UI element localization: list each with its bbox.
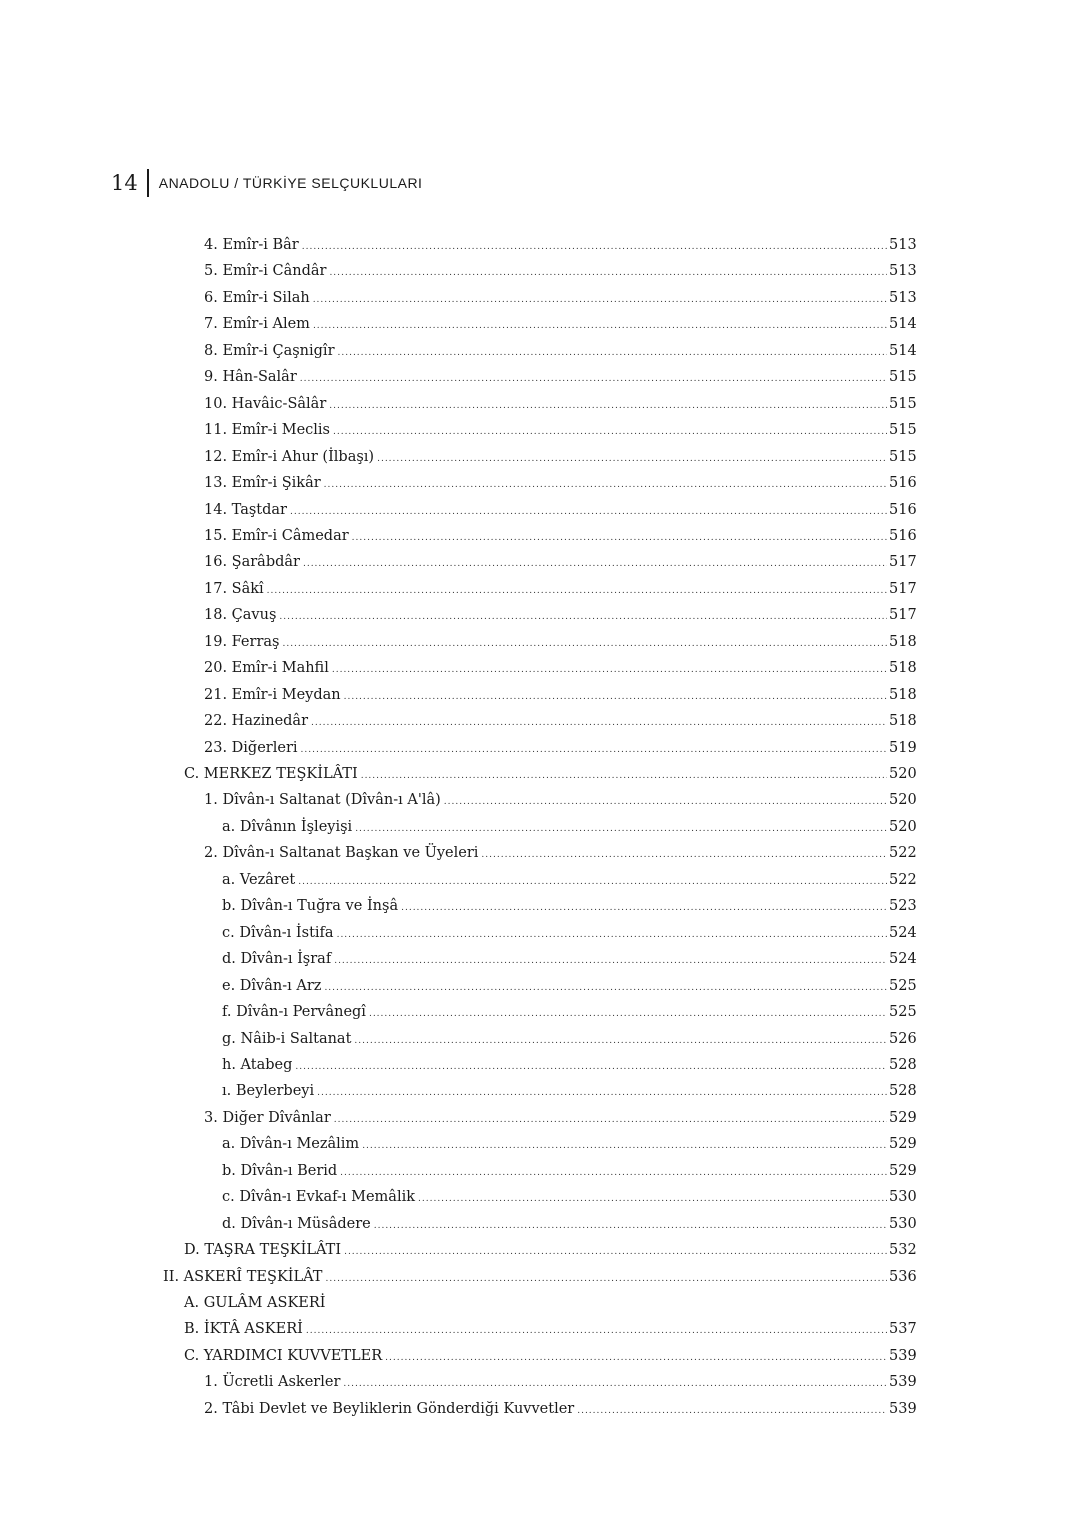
toc-entry-page: 529 (889, 1136, 917, 1153)
toc-entry-title: e. Dîvân-ı Arz (222, 977, 322, 994)
toc-entry-title: a. Vezâret (222, 871, 296, 888)
toc-entry-title: 6. Emîr-i Silah (204, 289, 310, 306)
toc-entry-page: 525 (889, 977, 917, 994)
dot-leader (340, 1160, 887, 1186)
toc-entry-page: 528 (889, 1083, 917, 1100)
toc-entry-page: 517 (889, 580, 917, 597)
dot-leader (444, 789, 887, 815)
toc-entry-title: 11. Emîr-i Meclis (204, 422, 330, 439)
toc-entry (222, 814, 915, 840)
toc-entry (222, 946, 915, 972)
dot-leader (355, 816, 887, 842)
toc-entry-title: 23. Diğerleri (204, 739, 298, 756)
dot-leader (577, 1398, 887, 1424)
dot-leader (295, 1054, 887, 1080)
toc-entry (204, 735, 915, 761)
dot-leader (325, 1266, 887, 1292)
dot-leader (324, 472, 887, 498)
toc-entry (204, 576, 915, 602)
header-divider (147, 169, 149, 197)
toc-entry-page: 515 (889, 448, 917, 465)
toc-entry-page: 513 (889, 289, 917, 306)
toc-entry-title: 9. Hân-Salâr (204, 369, 297, 386)
dot-leader (385, 1345, 887, 1371)
toc-entry-page: 529 (889, 1162, 917, 1179)
toc-entry (204, 497, 915, 523)
toc-entry (184, 761, 915, 787)
toc-entry-title: c. Dîvân-ı Evkaf-ı Memâlik (222, 1189, 416, 1206)
dot-leader (401, 895, 887, 921)
running-title: ANADOLU / TÜRKİYE SELÇUKLULARI (158, 175, 423, 191)
dot-leader (302, 234, 887, 260)
toc-entry-page: 536 (889, 1268, 917, 1285)
toc-entry-page: 522 (889, 871, 917, 888)
toc-entry (204, 258, 915, 284)
toc-entry-title: C. MERKEZ TEŞKİLÂTI (184, 766, 358, 782)
toc-entry-title: 16. Şarâbdâr (204, 554, 300, 571)
toc-entry-page: 518 (889, 713, 917, 730)
toc-entry (222, 1052, 915, 1078)
toc-entry-page: 537 (889, 1321, 917, 1338)
toc-entry (184, 1290, 915, 1316)
dot-leader (303, 551, 887, 577)
toc-entry-page: 539 (889, 1400, 917, 1417)
toc-entry-title: 19. Ferraş (204, 633, 280, 650)
toc-entry-title: A. GULÂM ASKERİ (184, 1295, 326, 1311)
toc-entry-title: 14. Taştdar (204, 501, 287, 518)
toc-entry-title: 8. Emîr-i Çaşnigîr (204, 342, 335, 359)
dot-leader (317, 1080, 887, 1106)
toc-entry-title: 22. Hazinedâr (204, 713, 309, 730)
toc-entry (204, 285, 915, 311)
dot-leader (334, 948, 887, 974)
toc-entry-page: 530 (889, 1189, 917, 1206)
toc-entry (204, 1105, 915, 1131)
toc-entry (204, 682, 915, 708)
toc-entry-title: II. ASKERÎ TEŞKİLÂT (163, 1268, 323, 1285)
toc-entry-title: 17. Sâkî (204, 580, 264, 597)
toc-entry-page: 516 (889, 501, 917, 518)
toc-entry (222, 1131, 915, 1157)
toc-entry (163, 1264, 915, 1290)
toc-entry (222, 1078, 915, 1104)
toc-entry-title: 20. Emîr-i Mahfil (204, 660, 329, 677)
toc-entry (204, 708, 915, 734)
dot-leader (298, 869, 887, 895)
toc-entry (204, 1396, 915, 1422)
toc-entry-title: 2. Dîvân-ı Saltanat Başkan ve Üyeleri (204, 845, 479, 862)
toc-entry-page: 522 (889, 845, 917, 862)
toc-entry-title: g. Nâib-i Saltanat (222, 1030, 352, 1047)
toc-entry-title: b. Dîvân-ı Berid (222, 1162, 338, 1179)
toc-entry-page: 513 (889, 263, 917, 280)
toc-entry-page: 514 (889, 316, 917, 333)
dot-leader (282, 631, 887, 657)
dot-leader (313, 287, 887, 313)
toc-entry-page: 517 (889, 554, 917, 571)
dot-leader (332, 657, 887, 683)
toc-entry-title: 12. Emîr-i Ahur (İlbaşı) (204, 448, 375, 465)
dot-leader (313, 313, 887, 339)
toc-entry-page: 516 (889, 527, 917, 544)
toc-entry-title: C. YARDIMCI KUVVETLER (184, 1347, 383, 1364)
toc-entry-page: 520 (889, 766, 917, 782)
toc-entry (204, 391, 915, 417)
toc-entry-title: D. TAŞRA TEŞKİLÂTI (184, 1242, 342, 1259)
toc-entry (204, 629, 915, 655)
toc-entry-page: 524 (889, 951, 917, 968)
dot-leader (337, 922, 887, 948)
toc-entry-page: 517 (889, 607, 917, 624)
toc-entry (204, 840, 915, 866)
toc-entry-title: 21. Emîr-i Meydan (204, 686, 341, 703)
dot-leader (329, 393, 887, 419)
toc-entry-title: a. Dîvân-ı Mezâlim (222, 1136, 360, 1153)
toc-entry-page: 539 (889, 1374, 917, 1391)
dot-leader (290, 499, 887, 525)
toc-entry-title: f. Dîvân-ı Pervânegî (222, 1004, 366, 1021)
toc-entry (204, 1369, 915, 1395)
dot-leader (267, 578, 887, 604)
toc-entry-page: 520 (889, 818, 917, 835)
toc-entry-page: 526 (889, 1030, 917, 1047)
dot-leader (338, 340, 888, 366)
toc-entry (204, 549, 915, 575)
toc-entry-title: 15. Emîr-i Câmedar (204, 527, 349, 544)
toc-entry (222, 1211, 915, 1237)
dot-leader (481, 842, 887, 868)
toc-entry (204, 232, 915, 258)
toc-entry (222, 920, 915, 946)
dot-leader (377, 446, 887, 472)
toc-entry-title: 4. Emîr-i Bâr (204, 237, 299, 253)
toc-entry-page: 524 (889, 924, 917, 941)
toc-entry-page: 529 (889, 1109, 917, 1126)
toc-entry-page: 518 (889, 633, 917, 650)
toc-entry (222, 893, 915, 919)
dot-leader (279, 604, 887, 630)
dot-leader (300, 366, 887, 392)
toc-entry-title: h. Atabeg (222, 1056, 293, 1073)
toc-entry-title: 13. Emîr-i Şikâr (204, 475, 321, 492)
toc-entry (222, 973, 915, 999)
toc-entry (222, 867, 915, 893)
dot-leader (361, 763, 887, 789)
dot-leader (311, 710, 887, 736)
toc-entry-title: d. Dîvân-ı Müsâdere (222, 1215, 371, 1232)
toc-entry (204, 338, 915, 364)
toc-entry-page: 514 (889, 342, 917, 359)
toc-entry (204, 444, 915, 470)
toc-entry-page: 515 (889, 422, 917, 439)
toc-entry-title: b. Dîvân-ı Tuğra ve İnşâ (222, 898, 399, 915)
toc-entry-page: 532 (889, 1242, 917, 1259)
page-number: 14 (111, 171, 138, 195)
toc-entry (204, 602, 915, 628)
toc-entry (184, 1316, 915, 1342)
toc-entry (222, 1026, 915, 1052)
toc-entry-page: 515 (889, 369, 917, 386)
dot-leader (343, 1371, 887, 1397)
toc-entry-title: ı. Beylerbeyi (222, 1083, 315, 1100)
toc-entry-title: c. Dîvân-ı İstifa (222, 924, 334, 941)
toc-entry-page: 515 (889, 395, 917, 412)
toc-entry (204, 417, 915, 443)
dot-leader (352, 525, 887, 551)
toc-entry-page: 523 (889, 898, 917, 915)
toc-entry-page: 516 (889, 475, 917, 492)
toc-entry-page: 519 (889, 739, 917, 756)
dot-leader (333, 419, 887, 445)
dot-leader (301, 737, 887, 763)
dot-leader (324, 975, 887, 1001)
toc-entry-page: 525 (889, 1004, 917, 1021)
toc-entry-title: 5. Emîr-i Cândâr (204, 263, 327, 280)
toc-entry-page: 513 (889, 237, 917, 253)
toc-entry-page: 530 (889, 1215, 917, 1232)
toc-entry (184, 1343, 915, 1369)
dot-leader (354, 1028, 887, 1054)
toc-entry-title: 3. Diğer Dîvânlar (204, 1109, 331, 1126)
toc-entry-title: B. İKTÂ ASKERİ (184, 1321, 303, 1338)
dot-leader (306, 1318, 887, 1344)
toc-entry (204, 364, 915, 390)
toc-entry (184, 1237, 915, 1263)
toc-entry-title: 1. Ücretli Askerler (204, 1374, 341, 1391)
toc-entry (204, 470, 915, 496)
dot-leader (374, 1213, 887, 1239)
toc-entry (222, 1158, 915, 1184)
toc-entry-page: 518 (889, 686, 917, 703)
toc-entry-page: 518 (889, 660, 917, 677)
running-header (111, 168, 422, 198)
dot-leader (344, 1239, 887, 1265)
toc-entry-title: 7. Emîr-i Alem (204, 316, 310, 333)
toc-entry-page: 528 (889, 1056, 917, 1073)
toc-entry-title: 1. Dîvân-ı Saltanat (Dîvân-ı A'lâ) (204, 792, 441, 809)
toc-entry (204, 655, 915, 681)
toc-entry-title: d. Dîvân-ı İşraf (222, 951, 332, 968)
dot-leader (334, 1107, 887, 1133)
dot-leader (329, 260, 887, 286)
dot-leader (362, 1133, 887, 1159)
toc-entry-title: 18. Çavuş (204, 607, 277, 624)
toc-entry-title: 2. Tâbi Devlet ve Beyliklerin Gönderdiği Kuvvetler (204, 1400, 575, 1417)
toc-entry (204, 787, 915, 813)
toc-entry-page: 539 (889, 1347, 917, 1364)
dot-leader (344, 684, 887, 710)
toc-entry (204, 523, 915, 549)
dot-leader (369, 1001, 887, 1027)
toc-entry (222, 1184, 915, 1210)
toc-entry-title: a. Dîvânın İşleyişi (222, 818, 353, 835)
toc-entry-page: 520 (889, 792, 917, 809)
dot-leader (418, 1186, 887, 1212)
toc-entry (204, 311, 915, 337)
toc-entry-title: 10. Havâic-Sâlâr (204, 395, 327, 412)
toc-entry (222, 999, 915, 1025)
